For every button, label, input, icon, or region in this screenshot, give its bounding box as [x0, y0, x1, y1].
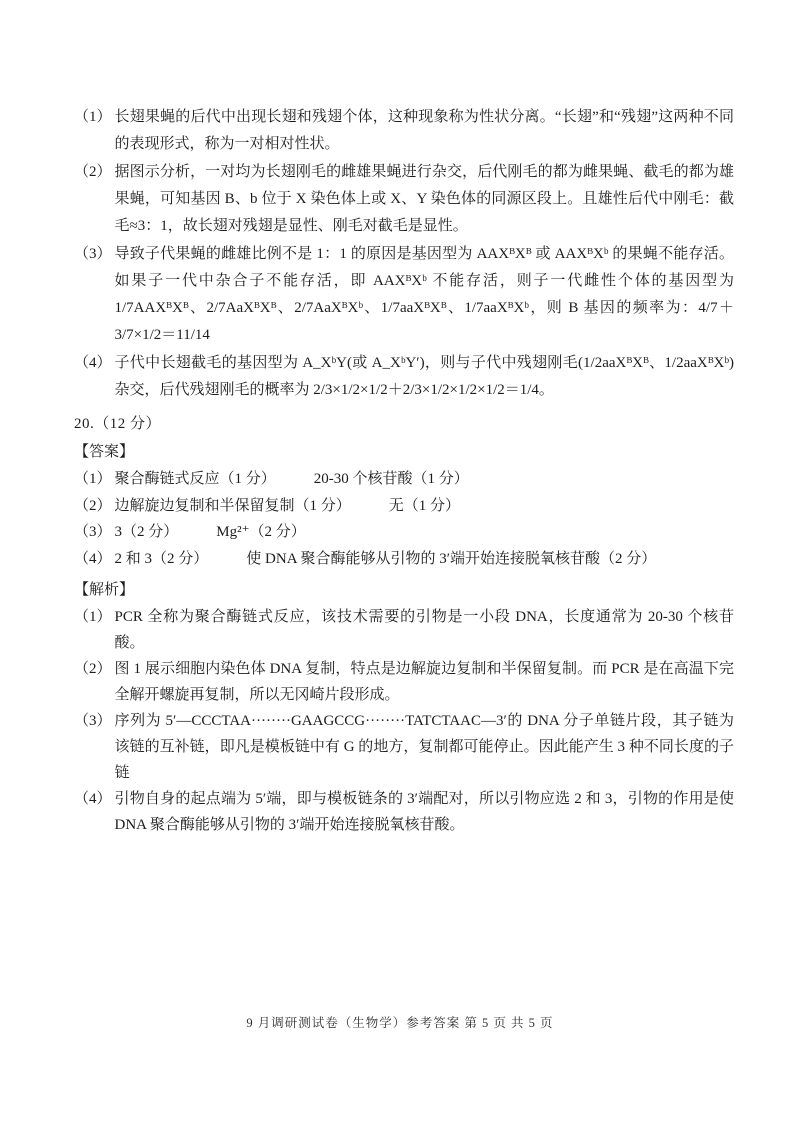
answer-list	[74, 466, 734, 572]
q19-item-2	[74, 159, 734, 240]
q19-item-4	[74, 350, 734, 404]
item-number: （1）	[74, 471, 112, 487]
item-number: （4）	[74, 550, 112, 567]
analysis-text: 图 1 展示细胞内染色体 DNA 复制，特点是边解旋边复制和半保留复制。而 PCR 是在高温下完全解开螺旋再复制，所以无冈崎片段形成。	[114, 661, 734, 703]
analysis-section-label: 【解析】	[74, 582, 135, 598]
item-text: 导致子代果蝇的雌雄比例不是 1：1 的原因是基因型为 AAXᴮXᴮ 或 AAXᴮXᵇ 的果蝇不能存活。如果子一代中杂合子不能存活，即 AAXᴮXᵇ 不能存活，则子一代雌性个体的基因型为 1/7AAXᴮXᴮ、2/7AaXᴮXᴮ、2/7AaXᴮXᵇ、1/7aaXᴮXᴮ、1/7aaXᴮXᵇ，则 B 基因的频率为：4/7＋3/7×1/2＝11/14	[114, 246, 734, 343]
page-footer: 9 月调研测试卷（生物学）参考答案 第 5 页 共 5 页	[246, 1016, 554, 1030]
answer-part: 20-30 个核苷酸（1 分）	[313, 471, 469, 487]
q20-analysis-4	[74, 786, 734, 838]
item-number: （4）	[74, 355, 112, 371]
question-19-answers	[74, 104, 734, 404]
item-text: 据图示分析，一对均为长翅刚毛的雌雄果蝇进行杂交，后代刚毛的都为雌果蝇、截毛的都为雄果蝇，可知基因 B、b 位于 X 染色体上或 X、Y 染色体的同源区段上。且雄性后代中刚毛：截毛≈3：1，故长翅对残翅是显性、刚毛对截毛是显性。	[114, 164, 734, 234]
answer-section-label: 【答案】	[74, 444, 135, 460]
question-20-header: 20.（12 分）	[74, 416, 162, 432]
item-number: （1）	[74, 609, 112, 625]
answer-text	[115, 493, 734, 520]
analysis-list	[74, 604, 734, 838]
document-page	[74, 104, 734, 838]
item-number: （2）	[74, 661, 112, 677]
answer-part: 边解旋边复制和半保留复制（1 分）	[114, 497, 351, 514]
answer-text	[115, 466, 734, 493]
analysis-text: 序列为 5′—CCCTAA········GAAGCCG········TATCTAAC—3′的 DNA 分子单链片段，其子链为该链的互补链，即凡是模板链中有 G 的地方，复制都可能停止。因此能产生 3 种不同长度的子链	[114, 713, 734, 781]
q19-item-1	[74, 104, 734, 158]
answer-part: 3（2 分）	[114, 524, 179, 540]
item-number: （1）	[74, 109, 112, 125]
answer-part: 使 DNA 聚合酶能够从引物的 3′端开始连接脱氧核苷酸（2 分）	[246, 550, 657, 567]
item-number: （2）	[74, 164, 112, 180]
q19-item-3	[74, 241, 734, 349]
item-number: （3）	[74, 713, 112, 729]
q20-answer-2	[74, 493, 734, 520]
answer-part: 无（1 分）	[388, 497, 461, 514]
item-number: （2）	[74, 497, 112, 514]
answer-part: 2 和 3（2 分）	[114, 550, 209, 567]
q20-answer-1	[74, 466, 734, 493]
item-number: （4）	[74, 791, 112, 807]
item-text: 子代中长翅截毛的基因型为 A_XᵇY(或 A_XᵇY′)，则与子代中残翅刚毛(1/2aaXᴮXᴮ、1/2aaXᴮXᵇ)杂交，后代残翅刚毛的概率为 2/3×1/2×1/2＋2/3×1/2×1/2×1/2＝1/4。	[114, 355, 734, 398]
answer-text	[115, 546, 734, 573]
item-number: （3）	[74, 246, 112, 262]
q20-analysis-3	[74, 708, 734, 786]
q20-analysis-2	[74, 656, 734, 708]
q20-answer-3	[74, 519, 734, 546]
answer-part: 聚合酶链式反应（1 分）	[114, 471, 276, 487]
item-text: 长翅果蝇的后代中出现长翅和残翅个体，这种现象称为性状分离。“长翅”和“残翅”这两种不同的表现形式，称为一对相对性状。	[114, 109, 734, 152]
question-20-block	[74, 411, 734, 838]
analysis-text: PCR 全称为聚合酶链式反应，该技术需要的引物是一小段 DNA，长度通常为 20-30 个核苷酸。	[114, 609, 734, 651]
item-number: （3）	[74, 524, 112, 540]
analysis-text: 引物自身的起点端为 5′端，即与模板链条的 3′端配对，所以引物应选 2 和 3，引物的作用是使 DNA 聚合酶能够从引物的 3′端开始连接脱氧核苷酸。	[114, 791, 734, 833]
q20-answer-4	[74, 546, 734, 573]
answer-text	[115, 519, 734, 546]
q20-analysis-1	[74, 604, 734, 656]
answer-part: Mg²⁺（2 分）	[216, 524, 306, 540]
